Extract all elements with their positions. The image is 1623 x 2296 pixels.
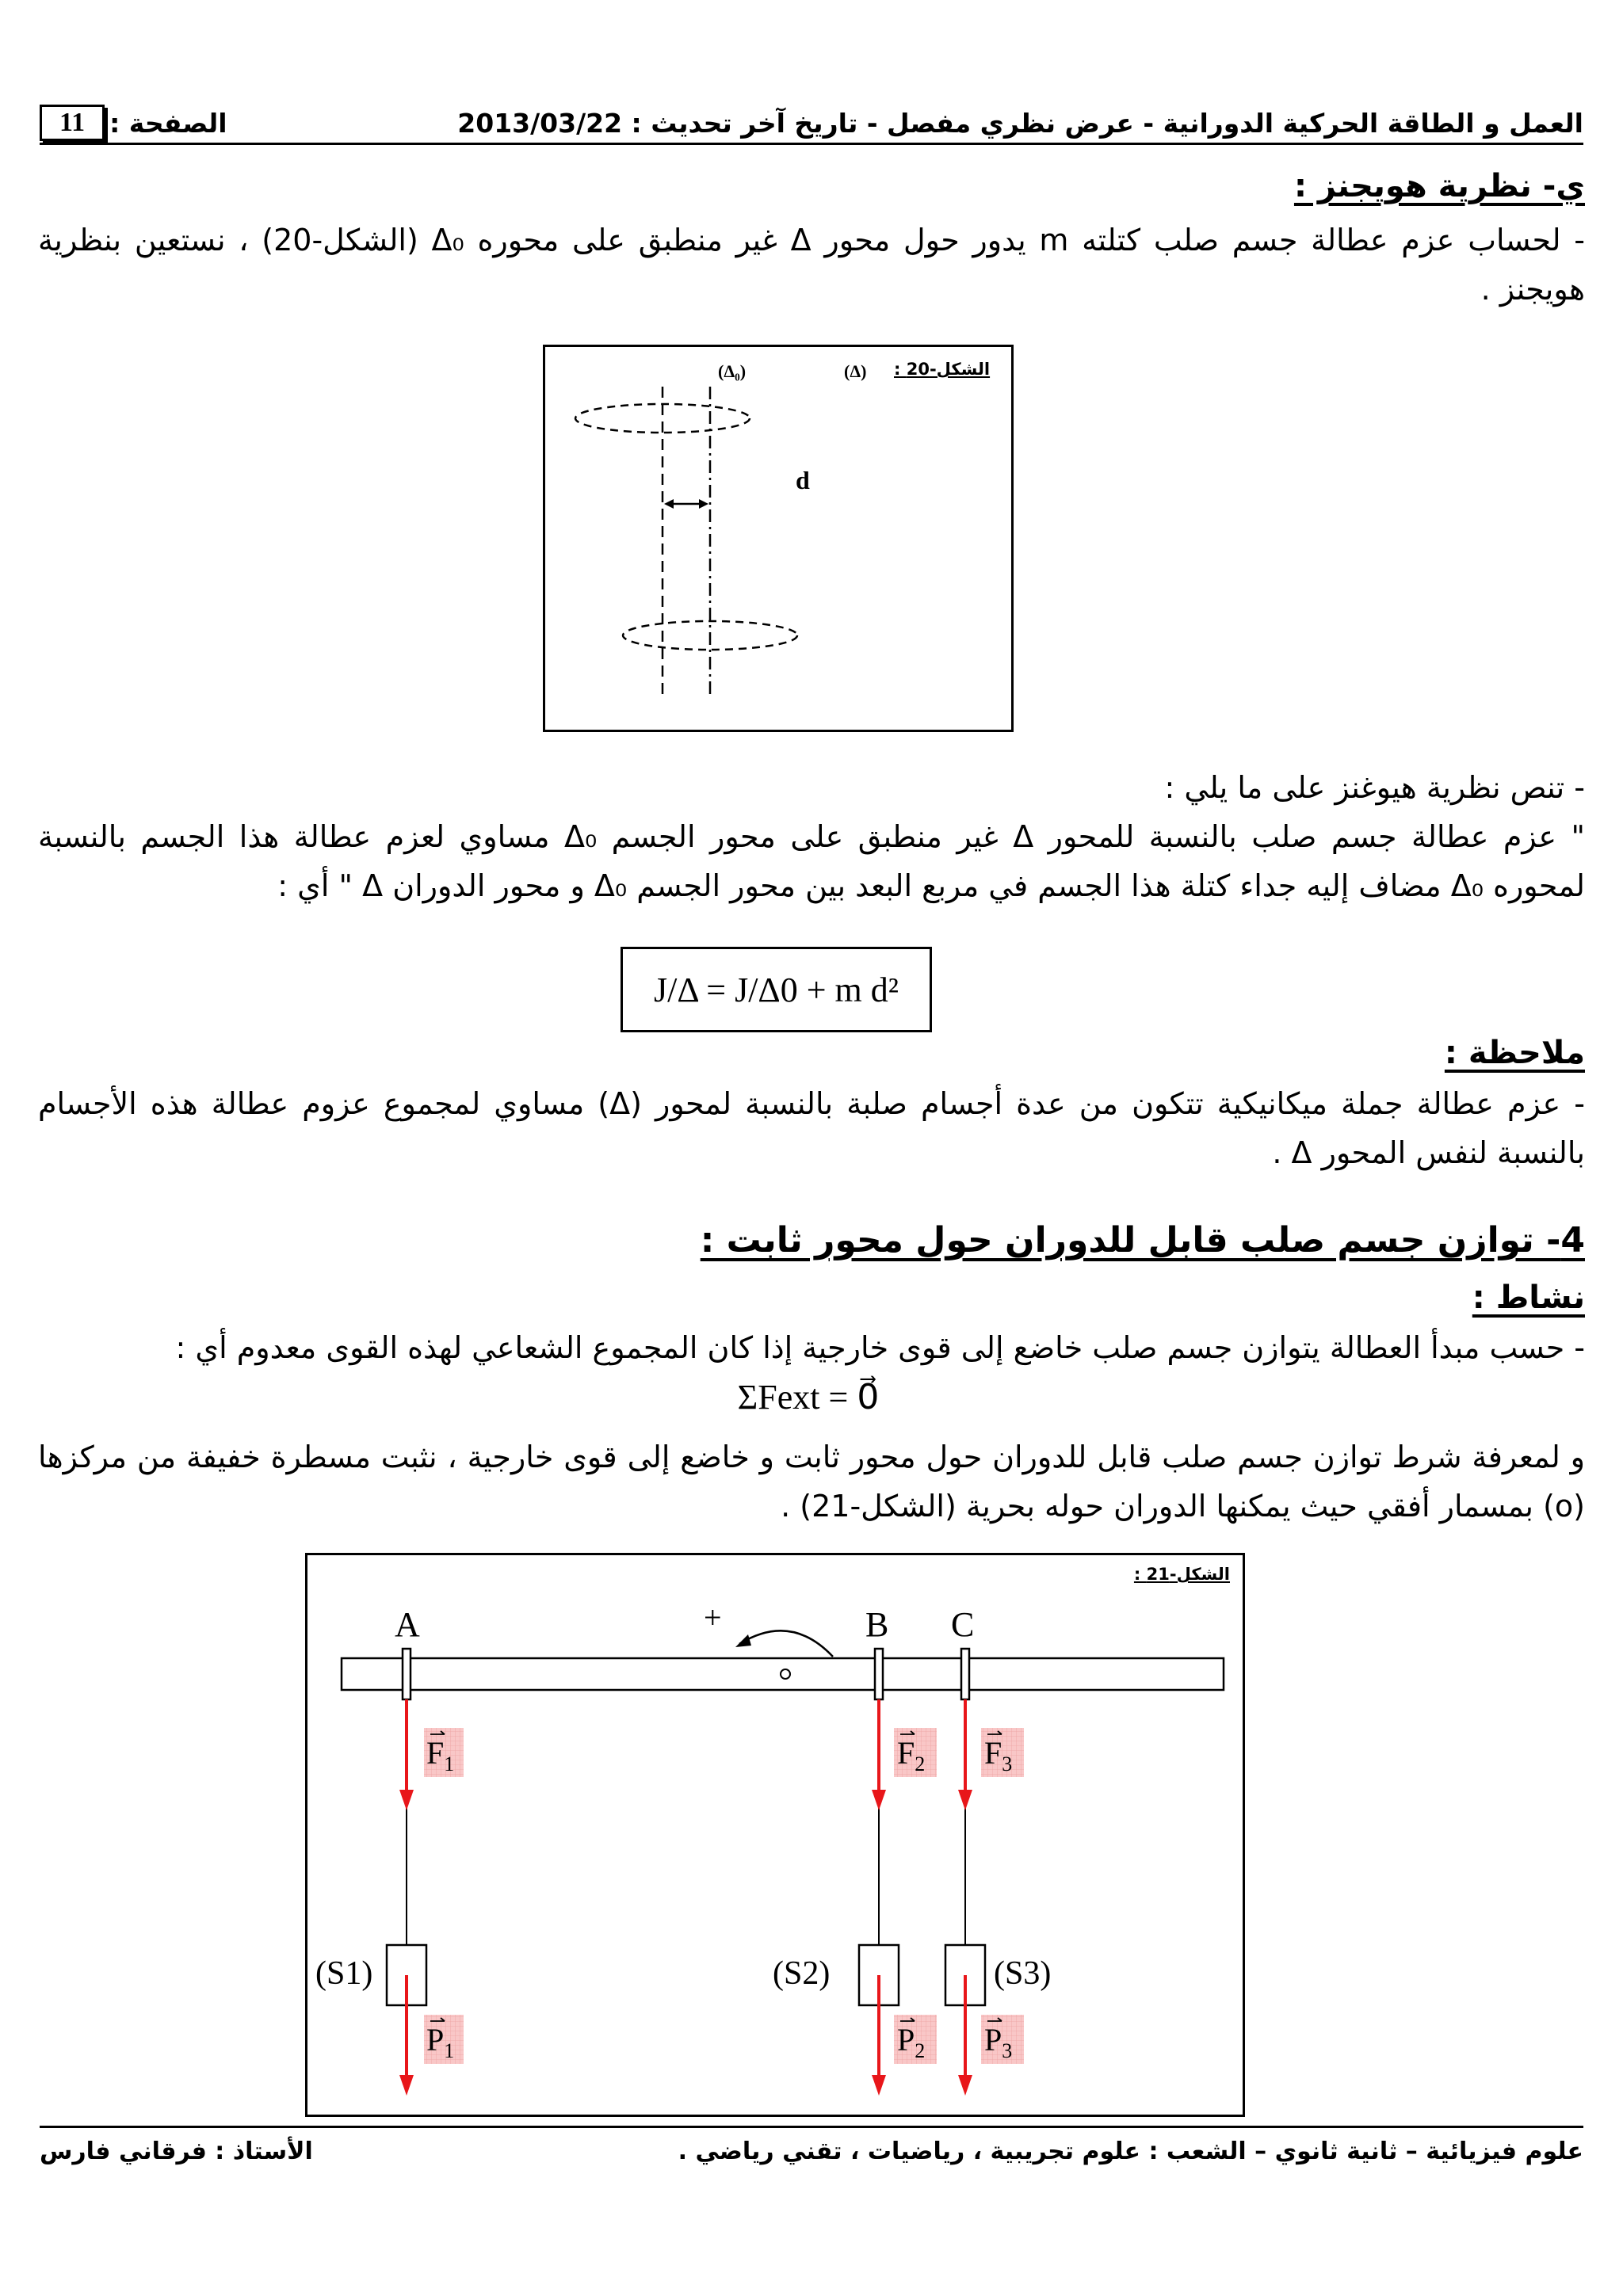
figure-20 [543, 345, 1014, 732]
page-header [40, 101, 1583, 145]
page-footer [40, 2126, 1583, 2176]
axis-label: (Δ) [844, 361, 867, 381]
force-f1-label: $F_1$ [426, 1735, 455, 1775]
statement-intro: - تنص نظرية هيوغنز على ما يلي : [1164, 770, 1585, 805]
distance-label: d [796, 466, 810, 494]
rotation-sign: + [704, 1600, 722, 1635]
footer-author: الأستاذ : فرقاني فارس [40, 2138, 313, 2165]
page-label: الصفحة : [109, 107, 227, 139]
point-b: B [865, 1605, 889, 1644]
axis0-label: (Δ₀) [718, 361, 747, 381]
ruler-setup-text: و لمعرفة شرط توازن جسم صلب قابل للدوران حول محور ثابت و خاضع إلى قوى خارجية ، نثبت مسطرة خفيفة من مركزها (o) بمسمار أفقي حيث يمكنها الدوران حوله بحرية (الشكل-21) . [38, 1440, 1585, 1524]
body-s1-label: (S1) [315, 1955, 373, 1992]
footer-course: علوم فيزيائية – ثانية ثانوي – الشعب : علوم تجريبية ، رياضيات ، تقني رياضي . [678, 2138, 1583, 2165]
header-title: العمل و الطاقة الحركية الدورانية - عرض نظري مفصل - تاريخ آخر تحديث : 2013/03/22 [457, 108, 1583, 139]
weight-p2-label: $P_2$ [897, 2022, 926, 2062]
figure-21-caption: الشكل-21 : [1133, 1565, 1230, 1584]
force-f2-label: $F_2$ [897, 1735, 926, 1775]
section4-heading: 4- توازن جسم صلب قابل للدوران حول محور ثابت : [700, 1220, 1585, 1261]
huygens-statement: " عزم عطالة جسم صلب بالنسبة للمحور Δ غير منطبق على محور الجسم Δ₀ مساوي لعزم عطالة هذا الجسم بالنسبة لمحوره Δ₀ مضاف إليه جداء كتلة هذا الجسم في مربع البعد بين محور الجسم Δ₀ و محور الدوران Δ " أي : [38, 819, 1586, 903]
page-number: 11 [40, 105, 105, 141]
inertia-principle-text: - حسب مبدأ العطالة يتوازن جسم صلب خاضع إلى قوى خارجية إذا كان المجموع الشعاعي لهذه القوى معدوم أي : [175, 1330, 1585, 1365]
huygens-formula [621, 947, 932, 1032]
remark-heading: ملاحظة : [1444, 1035, 1585, 1071]
figure-21 [305, 1553, 1245, 2117]
huygens-formula-text: J/Δ = J/Δ0 + m d² [654, 970, 899, 1009]
body-s2-label: (S2) [773, 1955, 831, 1992]
huygens-heading: ي- نظرية هويجنز : [1293, 168, 1585, 204]
sum-forces-formula: ΣFext = 0⃗ [737, 1378, 880, 1417]
point-a: A [395, 1605, 420, 1644]
body-s3-label: (S3) [994, 1955, 1052, 1992]
weight-p3-label: $P_3$ [984, 2022, 1013, 2062]
weight-p1-label: $P_1$ [426, 2022, 455, 2062]
page-indicator [40, 105, 227, 141]
activity-heading: نشاط : [1472, 1280, 1585, 1316]
figure-20-diagram [545, 347, 1011, 730]
point-c: C [951, 1605, 975, 1644]
remark-text: - عزم عطالة جملة ميكانيكية تتكون من عدة أجسام صلبة بالنسبة لمحور (Δ) مساوي لمجموع عزوم عطالة هذه الأجسام بالنسبة لنفس المحور Δ . [38, 1086, 1585, 1170]
figure-20-caption: الشكل-20 : [894, 360, 991, 379]
huygens-intro: - لحساب عزم عطالة جسم صلب كتلته m يدور حول محور Δ غير منطبق على محوره Δ₀ (الشكل-20) ، نستعين بنظرية هويجنز . [38, 223, 1585, 307]
force-f3-label: $F_3$ [984, 1735, 1013, 1775]
